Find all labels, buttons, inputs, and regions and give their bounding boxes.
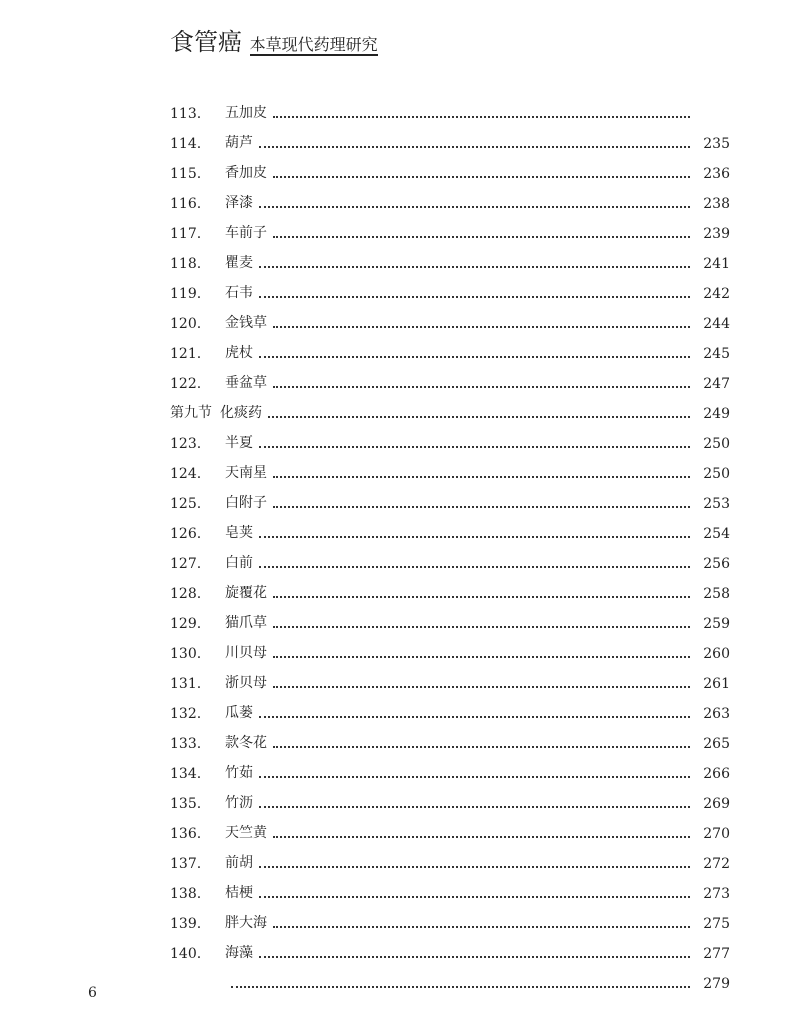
toc-entry-label: 泽漆: [225, 195, 253, 211]
toc-entry-label: 天南星: [225, 465, 267, 481]
toc-entry-number: 114.: [170, 136, 202, 152]
dot-leader: [273, 596, 690, 598]
toc-entry-row: [170, 92, 730, 122]
toc-entry-number: 131.: [170, 676, 202, 692]
dot-leader: [259, 206, 690, 208]
toc-entry-row: [170, 692, 730, 722]
toc-entry-row: [170, 662, 730, 692]
toc-entry-page: 261: [703, 676, 730, 692]
toc-entry-page: 259: [703, 616, 730, 632]
dot-leader: [259, 146, 690, 148]
toc-entry-page: 272: [703, 856, 730, 872]
dot-leader: [231, 986, 690, 988]
toc-entry-row: [170, 272, 730, 302]
toc-entry-row: [170, 422, 730, 452]
dot-leader: [273, 176, 690, 178]
toc-entry-number: 118.: [170, 256, 202, 272]
toc-entry-row: [170, 722, 730, 752]
dot-leader: [273, 926, 690, 928]
toc-entry-number: 130.: [170, 646, 202, 662]
toc-entry-label: 胖大海: [225, 915, 267, 931]
toc-section-row: [170, 392, 730, 422]
dot-leader: [259, 806, 690, 808]
toc-entry-number: 123.: [170, 436, 202, 452]
dot-leader: [273, 626, 690, 628]
toc-entry-page: 277: [703, 946, 730, 962]
toc-entry-row: [170, 962, 730, 992]
page-number: 6: [88, 985, 97, 1001]
toc-entry-number: 119.: [170, 286, 202, 302]
toc-entry-page: 260: [703, 646, 730, 662]
toc-entry-row: [170, 842, 730, 872]
toc-entry-row: [170, 572, 730, 602]
dot-leader: [273, 476, 690, 478]
dot-leader: [259, 866, 690, 868]
toc-entry-page: 254: [703, 526, 730, 542]
dot-leader: [259, 356, 690, 358]
toc-entry-page: 250: [703, 466, 730, 482]
table-of-contents: [170, 92, 730, 992]
toc-entry-page: 247: [703, 376, 730, 392]
dot-leader: [273, 116, 690, 118]
toc-entry-label: 旋覆花: [225, 585, 267, 601]
header-subtitle: 本草现代药理研究: [249, 35, 378, 54]
toc-entry-page: 266: [703, 766, 730, 782]
toc-entry-number: 122.: [170, 376, 202, 392]
toc-entry-label: 桔梗: [225, 885, 253, 901]
toc-entry-page: 241: [703, 256, 730, 272]
toc-entry-label: 半夏: [225, 435, 253, 451]
dot-leader: [259, 536, 690, 538]
toc-entry-page: 238: [703, 196, 730, 212]
toc-entry-number: 125.: [170, 496, 202, 512]
toc-entry-page: 279: [703, 976, 730, 992]
toc-entry-row: [170, 752, 730, 782]
toc-entry-page: 263: [703, 706, 730, 722]
toc-entry-label: 五加皮: [225, 105, 267, 121]
dot-leader: [268, 416, 690, 418]
dot-leader: [259, 956, 690, 958]
toc-entry-page: 245: [703, 346, 730, 362]
toc-entry-label: 瞿麦: [225, 255, 253, 271]
toc-entry-number: 133.: [170, 736, 202, 752]
toc-entry-label: 竹沥: [225, 795, 253, 811]
toc-entry-page: 244: [703, 316, 730, 332]
toc-entry-number: 132.: [170, 706, 202, 722]
toc-entry-label: 车前子: [225, 225, 267, 241]
toc-entry-number: 115.: [170, 166, 202, 182]
toc-entry-page: 235: [703, 136, 730, 152]
toc-entry-number: 120.: [170, 316, 202, 332]
dot-leader: [273, 236, 690, 238]
toc-entry-label: 款冬花: [225, 735, 267, 751]
toc-entry-number: 140.: [170, 946, 202, 962]
toc-entry-label: 石韦: [225, 285, 253, 301]
toc-entry-number: 第九节: [170, 405, 212, 421]
dot-leader: [259, 716, 690, 718]
toc-entry-row: [170, 182, 730, 212]
toc-entry-row: [170, 632, 730, 662]
toc-entry-row: [170, 782, 730, 812]
toc-entry-page: 256: [703, 556, 730, 572]
toc-entry-number: 116.: [170, 196, 202, 212]
dot-leader: [259, 776, 690, 778]
toc-entry-row: [170, 932, 730, 962]
toc-entry-number: 127.: [170, 556, 202, 572]
dot-leader: [273, 836, 690, 838]
toc-entry-row: [170, 122, 730, 152]
toc-entry-page: 270: [703, 826, 730, 842]
toc-entry-page: 265: [703, 736, 730, 752]
toc-entry-number: 135.: [170, 796, 202, 812]
toc-entry-label: 白附子: [225, 495, 267, 511]
toc-entry-label: 天竺黄: [225, 825, 267, 841]
dot-leader: [259, 296, 690, 298]
dot-leader: [273, 326, 690, 328]
toc-entry-page: 236: [703, 166, 730, 182]
toc-entry-row: [170, 302, 730, 332]
dot-leader: [259, 896, 690, 898]
toc-entry-number: 124.: [170, 466, 202, 482]
toc-entry-row: [170, 332, 730, 362]
dot-leader: [259, 266, 690, 268]
toc-entry-page: 242: [703, 286, 730, 302]
toc-entry-page: 258: [703, 586, 730, 602]
toc-entry-page: 269: [703, 796, 730, 812]
dot-leader: [273, 746, 690, 748]
toc-entry-row: [170, 152, 730, 182]
toc-entry-row: [170, 482, 730, 512]
toc-entry-number: 126.: [170, 526, 202, 542]
toc-entry-label: 瓜蒌: [225, 705, 253, 721]
toc-entry-row: [170, 512, 730, 542]
toc-entry-label: 海藻: [225, 945, 253, 961]
toc-entry-number: 136.: [170, 826, 202, 842]
toc-entry-page: 239: [703, 226, 730, 242]
dot-leader: [273, 386, 690, 388]
toc-entry-row: [170, 872, 730, 902]
toc-entry-row: [170, 242, 730, 272]
dot-leader: [259, 446, 690, 448]
toc-entry-number: 129.: [170, 616, 202, 632]
dot-leader: [273, 506, 690, 508]
toc-entry-label: 皂荚: [225, 525, 253, 541]
toc-entry-label: 前胡: [225, 855, 253, 871]
toc-entry-label: 金钱草: [225, 315, 267, 331]
toc-entry-label: 葫芦: [225, 135, 253, 151]
toc-entry-row: [170, 542, 730, 572]
toc-entry-row: [170, 902, 730, 932]
toc-entry-page: 275: [703, 916, 730, 932]
toc-entry-label: 川贝母: [225, 645, 267, 661]
toc-entry-label: 虎杖: [225, 345, 253, 361]
toc-entry-label: 猫爪草: [225, 615, 267, 631]
toc-entry-page: 249: [703, 406, 730, 422]
toc-entry-label: 化痰药: [220, 405, 262, 421]
toc-entry-label: 垂盆草: [225, 375, 267, 391]
toc-entry-row: [170, 212, 730, 242]
dot-leader: [273, 686, 690, 688]
toc-entry-number: 139.: [170, 916, 202, 932]
dot-leader: [259, 566, 690, 568]
header-title: 食管癌: [170, 28, 242, 56]
dot-leader: [273, 656, 690, 658]
toc-entry-number: 138.: [170, 886, 202, 902]
toc-entry-number: 134.: [170, 766, 202, 782]
toc-entry-number: 113.: [170, 106, 202, 122]
toc-entry-page: 253: [703, 496, 730, 512]
toc-entry-label: 香加皮: [225, 165, 267, 181]
toc-entry-page: 273: [703, 886, 730, 902]
running-header: [170, 22, 378, 57]
toc-entry-page: 250: [703, 436, 730, 452]
toc-entry-number: 128.: [170, 586, 202, 602]
toc-entry-label: 浙贝母: [225, 675, 267, 691]
toc-entry-row: [170, 812, 730, 842]
toc-entry-number: 137.: [170, 856, 202, 872]
toc-entry-row: [170, 452, 730, 482]
toc-entry-row: [170, 362, 730, 392]
toc-entry-number: 117.: [170, 226, 202, 242]
toc-entry-label: 竹茹: [225, 765, 253, 781]
toc-entry-label: 白前: [225, 555, 253, 571]
toc-entry-number: 121.: [170, 346, 202, 362]
toc-entry-row: [170, 602, 730, 632]
